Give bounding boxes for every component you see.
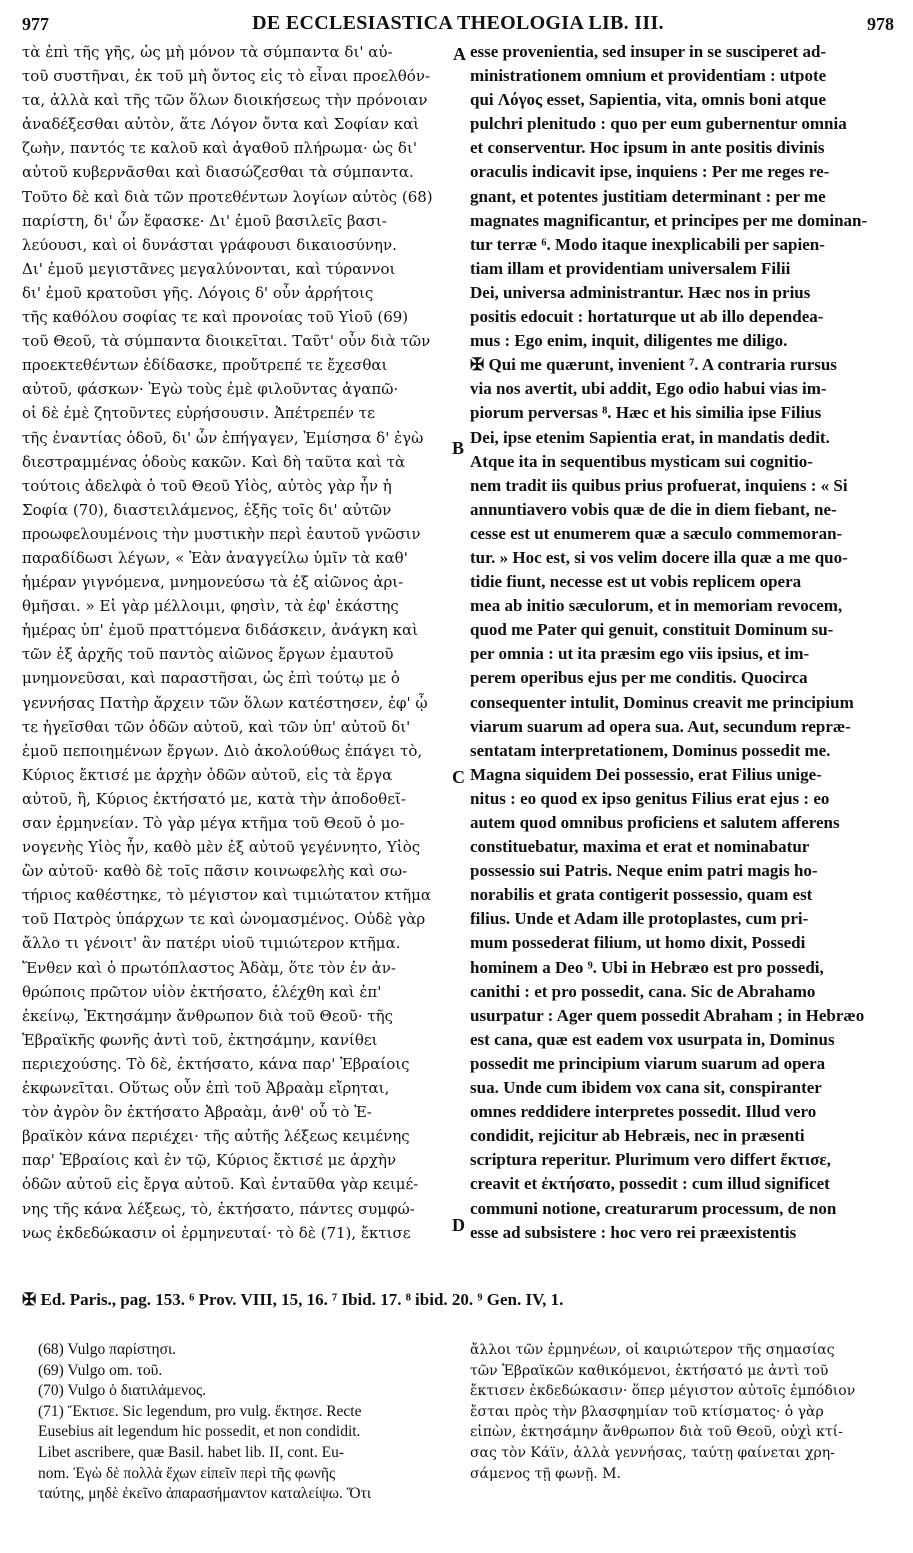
margin-marker-d: D [452, 1215, 465, 1235]
latin-text-column [470, 40, 895, 1245]
greek-text-line: παρ' Ἑβραίοις καὶ ἐν τῷ, Κύριος ἔκτισέ με ἀρχὴν [22, 1151, 397, 1170]
greek-text-line: τὸν ἀγρὸν ὃν ἐκτήσατο Ἀβραὰμ, ἀνθ' οὗ τὸ Ἑ- [22, 1103, 372, 1122]
latin-text-line: annuntiavero vobis quæ de die in diem fiebant, ne- [470, 499, 837, 519]
latin-text-line: via nos avertit, ubi addit, Ego odio habui vias im- [470, 379, 827, 399]
latin-text-line: mum possederat filium, ut homo dixit, Possedi [470, 933, 806, 953]
greek-text-line: σαν ἑρμηνείαν. Τὸ γὰρ μέγα κτῆμα τοῦ Θεοῦ ὁ μο- [22, 814, 405, 832]
latin-text-line: nem tradit iis quibus prius profuerat, inquiens : « Si [470, 475, 848, 495]
latin-text-line: ✠ Qui me quærunt, invenient ⁷. A contraria rursus [470, 355, 837, 375]
latin-text-line: ministrationem omnium et providentiam : utpote [470, 66, 827, 86]
greek-text-line: Δι' ἐμοῦ μεγιστᾶνες μεγαλύνονται, καὶ τύραννοι [22, 259, 396, 278]
latin-text-line: per omnia : ut ita præsim ego viis ipsius, et im- [470, 644, 810, 664]
latin-text-line: Magna siquidem Dei possessio, erat Filius unige- [470, 764, 822, 784]
latin-text-line: est cana, quæ est eadem vox usurpata in, Dominus [470, 1029, 835, 1049]
latin-text-line: consequenter intulit, Dominus creavit me principium [470, 692, 854, 712]
greek-text-line: ἐκφωνεῖται. Οὕτως οὖν ἐπὶ τοῦ Ἀβραὰμ εἴρηται, [22, 1079, 390, 1098]
scripture-references: ✠ Ed. Paris., pag. 153. ⁶ Prov. VIII, 15, 16. ⁷ Ibid. 17. ⁸ ibid. 20. ⁹ Gen. IV, 1. [22, 1290, 564, 1309]
latin-text-line: esse ad subsistere : hoc vero rei præexistentis [470, 1222, 797, 1242]
greek-text-line: ὢν αὐτοῦ· καθὸ δὲ τοῖς πᾶσιν κοινωφελὴς καὶ σω- [22, 862, 408, 881]
greek-text-line: θρώποις πρῶτον υἱὸν ἐκτήσατο, ἐλέχθη καὶ ἐπ' [22, 982, 382, 1001]
greek-text-line: τε ἡγεῖσθαι τῶν ὁδῶν αὐτοῦ, καὶ τῶν ὑπ' αὐτοῦ δι' [22, 717, 411, 736]
latin-text-line: condidit, rejicitur ab Hebræis, nec in præsenti [470, 1126, 805, 1146]
latin-text-line: nitus : eo quod ex ipso genitus Filius erat ejus : eo [470, 788, 830, 808]
greek-text-line: θμῆσαι. » Εἰ γὰρ μέλλοιμι, φησὶν, τὰ ἐφ' ἑκάστης [22, 597, 399, 616]
footnote-line: σάμενος τῇ φωνῇ. M. [470, 1465, 621, 1482]
greek-text-line: δι' ἐμοῦ κρατοῦσι γῆς. Λόγοις δ' οὖν ἀρρήτοις [22, 283, 374, 302]
footnote-line: εἰπὼν, ἐκτησάμην ἄνθρωπον διὰ τοῦ Θεοῦ, οὐχὶ κτί- [470, 1424, 843, 1441]
greek-text-line: προωφελουμένοις τὴν μυστικὴν περὶ ἑαυτοῦ γνῶσιν [22, 524, 421, 543]
greek-text-line: παραδίδωσι λέγων, « Ἐὰν ἀναγγείλω ὑμῖν τὰ καθ' [22, 548, 408, 567]
page-number-left: 977 [22, 14, 49, 34]
greek-text-line: τοῦ συστῆναι, ἐκ τοῦ μὴ ὄντος εἰς τὸ εἶναι προελθόν- [22, 67, 431, 86]
greek-text-line: αὐτοῦ κυβερνᾶσθαι καὶ διασώζεσθαι τὰ σύμπαντα. [22, 163, 414, 182]
greek-text-line: τὰ ἐπὶ τῆς γῆς, ὡς μὴ μόνον τὰ σύμπαντα δι' αὐ- [22, 43, 393, 61]
footnote-line: ἔκτισεν ἐκδεδώκασιν· ὅπερ μέγιστον αὐτοῖς ἐμπόδιον [470, 1383, 856, 1400]
latin-text-line: scriptura reperitur. Plurimum vero differt ἔκτισε, [470, 1150, 831, 1170]
footnote-line: (68) Vulgo παρίστησι. [38, 1341, 177, 1358]
greek-text-line: Ἑβραϊκῆς φωνῆς ἀντὶ τοῦ, ἐκτησάμην, κανίθει [22, 1030, 378, 1049]
greek-text-line: τῶν ἐξ ἀρχῆς τοῦ παντὸς αἰῶνος ἔργων ἐμαυτοῦ [22, 645, 394, 664]
greek-text-line: οἱ δὲ ἐμὲ ζητοῦντες εὑρήσουσιν. Ἀπέτρεπέν τε [22, 404, 375, 423]
footnote-line: τῶν Ἑβραϊκῶν καθικόμενοι, ἐκτήσατό με ἀντὶ τοῦ [470, 1362, 829, 1379]
latin-text-line: tur. » Hoc est, si vos velim docere illa quæ a me quo- [470, 547, 848, 567]
greek-text-column [22, 40, 452, 1245]
latin-text-line: Atque ita in sequentibus mysticam sui cognitio- [470, 451, 813, 471]
greek-text-line: Κύριος ἔκτισέ με ἀρχὴν ὁδῶν αὐτοῦ, εἰς τὰ ἔργα [22, 765, 393, 784]
latin-text-line: omnes reddidere interpretes possedit. Illud vero [470, 1102, 817, 1122]
footnote-line: σας τὸν Κάϊν, ἀλλὰ γεννήσας, ταύτῃ φαίνεται χρη- [470, 1444, 835, 1461]
latin-text-line: communi notione, creaturarum processum, de non [470, 1198, 837, 1218]
latin-text-line: possessio sui Patris. Neque enim patri magis ho- [470, 861, 818, 881]
greek-text-line: αὐτοῦ, ἢ, Κύριος ἐκτήσατό με, κατὰ τὴν ἀποδοθεῖ- [22, 789, 406, 808]
latin-text-line: positis edocuit : hortaturque ut ab illo dependea- [470, 307, 824, 327]
greek-text-line: τοῦ Θεοῦ, τὰ σύμπαντα διοικεῖται. Ταῦτ' οὖν διὰ τῶν [22, 332, 431, 351]
greek-text-line: λεύουσι, καὶ οἱ δυνάσται γράφουσι δικαιοσύνην. [22, 235, 397, 254]
latin-text-line: canithi : et pro possedit, cana. Sic de Abrahamo [470, 981, 816, 1001]
latin-text-line: tur terræ ⁶. Modo itaque inexplicabili per sapien- [470, 234, 825, 254]
margin-marker-a: A [453, 44, 466, 64]
greek-text-line: τα, ἀλλὰ καὶ τῆς τῶν ὅλων διοικήσεως τὴν πρόνοιαν [22, 91, 428, 110]
latin-text-line: gnant, et potentes justitiam determinant : per me [470, 186, 826, 206]
greek-text-line: τῆς καθόλου σοφίας τε καὶ προνοίας τοῦ Υἱοῦ (69) [22, 308, 409, 327]
footnote-line: nom. Ἐγὼ δὲ πολλὰ ἔχων εἰπεῖν περὶ τῆς φωνῆς [38, 1464, 336, 1482]
greek-text-line: ἄλλο τι γένοιτ' ἂν πατέρι υἱοῦ τιμιώτερον κτῆμα. [22, 934, 401, 953]
greek-text-line: τῆς ἐναντίας ὁδοῦ, δι' ὧν ἐπήγαγεν, Ἐμίσησα δ' ἐγὼ [22, 428, 424, 447]
latin-text-line: possedit me principium viarum suarum ad opera [470, 1053, 826, 1073]
latin-text-line: piorum perversas ⁸. Hæc et his similia ipse Filius [470, 403, 822, 423]
footnotes-right [470, 1340, 895, 1484]
page-header [22, 8, 894, 38]
greek-text-line: νης τῆς κάνα λέξεως, τὸ, ἐκτήσατο, πάντες συμφώ- [22, 1199, 415, 1218]
greek-text-line: ὁδῶν αὐτοῦ εἰς ἔργα αὐτοῦ. Καὶ ἐνταῦθα γὰρ κειμέ- [22, 1175, 419, 1194]
greek-text-line: ἡμέραν γιγνόμενα, μνημονεύσω τὰ ἐξ αἰῶνος ἀρι- [22, 573, 404, 592]
greek-text-line: ἐκείνῳ, Ἐκτησάμην ἄνθρωπον διὰ τοῦ Θεοῦ· τῆς [22, 1006, 393, 1025]
footnote-line: ἄλλοι τῶν ἑρμηνέων, οἱ καιριώτερον τῆς σημασίας [470, 1342, 835, 1358]
greek-text-line: τήριος καθέστηκε, τὸ μέγιστον καὶ τιμιώτατον κτῆμα [22, 886, 431, 905]
greek-text-line: τούτοις ἀδελφὰ ὁ τοῦ Θεοῦ Υἱὸς, αὐτὸς γὰρ ἦν ἡ [22, 476, 392, 495]
greek-text-line: αὐτοῦ, φάσκων· Ἐγὼ τοὺς ἐμὲ φιλοῦντας ἀγαπῶ· [22, 380, 399, 399]
latin-text-line: mus : Ego enim, inquit, diligentes me diligo. [470, 331, 788, 351]
running-title: DE ECCLESIASTICA THEOLOGIA LIB. III. [252, 12, 664, 34]
greek-text-line: περιεχούσης. Τὸ δὲ, ἐκτήσατο, κάνα παρ' Ἑβραίοις [22, 1054, 410, 1073]
footnote-line: ἔσται πρὸς τὴν βλασφημίαν τοῦ κτίσματος· ὁ γὰρ [470, 1403, 824, 1420]
greek-text-line: προεκτεθέντων ἐδίδασκε, προὔτρεπέ τε ἔχεσθαι [22, 356, 388, 375]
greek-text-line: βραϊκὸν κάνα περιέχει· τῆς αὐτῆς λέξεως κειμένης [22, 1127, 410, 1146]
greek-text-line: μνημονεῦσαι, καὶ παραστῆσαι, ὡς ἐπὶ τούτῳ με ὁ [22, 669, 400, 688]
latin-text-line: tidie fiunt, necesse est ut vobis replicem opera [470, 572, 802, 592]
latin-text-line: autem quod omnibus proficiens et salutem afferens [470, 813, 840, 832]
latin-text-line: cesse est ut enumerem quæ a sæculo commemoran- [470, 523, 843, 543]
greek-text-line: Τοῦτο δὲ καὶ διὰ τῶν προτεθέντων λογίων αὐτὸς (68) [22, 187, 433, 206]
latin-text-line: esse provenientia, sed insuper in se susciperet ad- [470, 42, 827, 61]
greek-text-line: Ἔνθεν καὶ ὁ πρωτόπλαστος Ἀδὰμ, ὅτε τὸν ἐν ἀν- [22, 958, 396, 977]
latin-text-line: magnates magnificantur, et principes per me dominan- [470, 210, 868, 230]
latin-text-line: Dei, ipse etenim Sapientia erat, in mandatis dedit. [470, 427, 830, 447]
footnote-line: (71) Ἔκτισε. Sic legendum, pro vulg. ἔκτησε. Recte [38, 1402, 362, 1420]
greek-text-line: νως ἐκδεδώκασιν οἱ ἑρμηνευταί· τὸ δὲ (71), ἔκτισε [22, 1223, 411, 1242]
footnote-line: Eusebius ait legendum hic possedit, et non condidit. [38, 1423, 361, 1441]
margin-marker-c: C [452, 767, 465, 787]
latin-text-line: oraculis indicavit ipse, inquiens : Per me reges re- [470, 162, 830, 182]
greek-text-line: νογενὴς Υἱὸς ἦν, καθὸ μὲν ἐξ αὐτοῦ γεγέννητο, Υἱὸς [22, 838, 421, 857]
greek-text-line: ἀναδέξεσθαι αὐτὸν, ἅτε Λόγον ὄντα καὶ Σοφίαν καὶ [22, 115, 420, 134]
latin-text-line: mea ab initio sæculorum, et in memoriam revocem, [470, 596, 843, 616]
footnote-line: (69) Vulgo om. τοῦ. [38, 1361, 163, 1379]
latin-text-line: hominem a Deo ⁹. Ubi in Hebræo est pro possedi, [470, 957, 824, 977]
greek-text-line: ἐμοῦ πεποιημένων ἔργων. Διὸ ἀκολούθως ἐπάγει τὸ, [22, 741, 423, 760]
latin-text-line: perem operibus ejus per me conditis. Quocirca [470, 668, 808, 688]
page-number-right: 978 [867, 14, 894, 34]
greek-text-line: διεστραμμένας ὁδοὺς κακῶν. Καὶ δὴ ταῦτα καὶ τὰ [22, 452, 406, 471]
latin-text-line: et conserventur. Hoc ipsum in ante positis divinis [470, 138, 825, 158]
latin-text-line: quod me Pater qui genuit, constituit Dominum su- [470, 620, 834, 640]
greek-text-line: Σοφία (70), διαστειλάμενος, ἑξῆς τοῖς δι' αὐτῶν [22, 500, 392, 519]
footnote-line: ταύτης, μηδὲ ἐκεῖνο ἀπαρασήμαντον καταλείψω. Ὅτι [38, 1485, 371, 1503]
greek-text-line: ζωὴν, παντός τε καλοῦ καὶ ἀγαθοῦ πλήρωμα· ὡς δι' [22, 139, 417, 158]
latin-text-line: filius. Unde et Adam ille protoplastes, cum pri- [470, 909, 809, 929]
latin-text-line: Dei, universa administrantur. Hæc nos in prius [470, 282, 811, 302]
latin-text-line: constituebatur, maxima et erat et nominabatur [470, 837, 810, 857]
latin-text-line: qui Λόγος esset, Sapientia, vita, omnis boni atque [470, 90, 827, 110]
latin-text-line: creavit et ἐκτήσατο, possedit : cum illud significet [470, 1174, 830, 1194]
footnote-line: Libet ascribere, quæ Basil. habet lib. II, cont. Eu- [38, 1443, 345, 1461]
greek-text-line: τοῦ Πατρὸς ὑπάρχων τε καὶ ὠνομασμένος. Οὐδὲ γὰρ [22, 910, 426, 929]
greek-text-line: γεννήσας Πατὴρ ἄρχειν τῶν ὅλων κατέστησεν, ἐφ' ᾧ [22, 693, 428, 712]
footnotes-left [38, 1340, 458, 1505]
latin-text-line: usurpatur : Ager quem possedit Abraham ; in Hebræo [470, 1005, 865, 1025]
latin-text-line: pulchri plenitudo : quo per eum gubernentur omnia [470, 114, 847, 134]
footnote-line: (70) Vulgo ὁ διατιλάμενος. [38, 1382, 206, 1400]
greek-text-line: παρίστη, δι' ὧν ἔφασκε· Δι' ἐμοῦ βασιλεῖς βασι- [22, 211, 387, 230]
margin-marker-b: B [452, 438, 465, 458]
latin-text-line: sua. Unde cum ibidem vox cana sit, conspiranter [470, 1078, 822, 1098]
latin-text-line: tiam illam et providentiam universalem Filii [470, 258, 791, 278]
latin-text-line: sentatam interpretationem, Dominus possedit me. [470, 740, 831, 760]
latin-text-line: norabilis et grata contigerit possessio, quam est [470, 885, 813, 905]
greek-text-line: ἡμέρας ὑπ' ἐμοῦ πραττόμενα διδάσκειν, ἀνάγκη καὶ [22, 621, 419, 640]
latin-text-line: viarum suarum ad opera sua. Aut, secundum repræ- [470, 716, 851, 736]
